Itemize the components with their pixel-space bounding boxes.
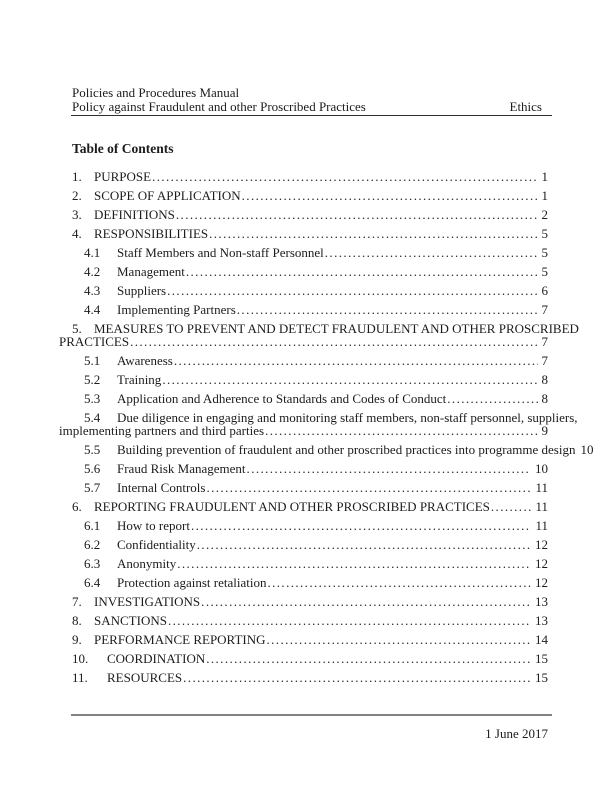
toc-entry: [72, 208, 548, 221]
toc-entry-page: 7: [541, 302, 548, 317]
toc-entry-title: PERFORMANCE REPORTING: [94, 632, 266, 647]
toc-entry: [72, 227, 548, 240]
toc-entry-title: DEFINITIONS: [94, 207, 175, 222]
toc-entry: [72, 500, 548, 513]
toc-entry-line: [72, 500, 548, 513]
toc-entry-number: 5.6: [84, 461, 101, 476]
toc-entry-number: 4.2: [84, 264, 101, 279]
footer-date: 1 June 2017: [485, 726, 548, 741]
toc-entry-number: 6.1: [84, 518, 101, 533]
toc-entry: [72, 284, 548, 297]
toc-entry-line: [72, 576, 548, 589]
toc-entry-line: [72, 189, 548, 202]
toc-entry-number: 6.4: [84, 575, 101, 590]
toc-entry-page: 15: [535, 651, 548, 666]
toc-entry-line: [72, 321, 579, 336]
toc-entry-line: [72, 557, 548, 570]
toc-entry-number: 7.: [72, 594, 82, 609]
toc-entry-title: How to report: [117, 518, 190, 533]
leader-dots: [162, 373, 537, 386]
toc-entry-line: [72, 519, 548, 532]
toc-entry-number: 11.: [72, 670, 88, 685]
toc-entry-page: 13: [535, 594, 548, 609]
toc-entry-line: [72, 652, 548, 665]
toc-entry-page: 2: [541, 207, 548, 222]
toc-entry-page: 5: [541, 264, 548, 279]
toc-entry-line-continued: [59, 335, 548, 348]
toc-entry-title: Training: [117, 372, 162, 387]
leader-dots: [447, 392, 537, 405]
toc-entry-line: [72, 170, 548, 183]
leader-dots: [130, 335, 537, 348]
toc-entry-number: 4.4: [84, 302, 101, 317]
toc-entry-title: Due diligence in engaging and monitoring staff members, non-staff personnel, suppliers,: [117, 410, 578, 425]
toc-entry-page: 7: [541, 334, 548, 349]
toc-entry-title: Awareness: [117, 353, 173, 368]
toc-entry-line: [72, 354, 548, 367]
header-manual-title: Policies and Procedures Manual: [72, 85, 240, 100]
toc-entry-title: INVESTIGATIONS: [94, 594, 201, 609]
toc-entry: [72, 576, 548, 589]
toc-entry-page: 15: [535, 670, 548, 685]
toc-entry: [72, 303, 548, 316]
toc-entry-page: 11: [535, 480, 548, 495]
leader-dots: [191, 519, 532, 532]
leader-dots: [267, 576, 531, 589]
toc-entry-number: 8.: [72, 613, 82, 628]
header-section-label: Ethics: [509, 98, 542, 114]
toc-entry-line: [72, 303, 548, 316]
toc-entry-line: [72, 265, 548, 278]
toc-entry-title: Confidentiality: [117, 537, 196, 552]
toc-entry-line: [72, 614, 548, 627]
toc-entry-title: SCOPE OF APPLICATION: [94, 188, 241, 203]
leader-dots: [491, 500, 532, 513]
toc-entry-number: 1.: [72, 169, 82, 184]
toc-entry: [72, 442, 594, 457]
toc-entry-line: [72, 481, 548, 494]
page-footer: [72, 714, 548, 740]
toc-entry-number: 5.1: [84, 353, 101, 368]
leader-dots: [206, 652, 531, 665]
toc-entry-line: [72, 284, 548, 297]
toc-entry-page: 12: [535, 537, 548, 552]
toc-entry-title: MEASURES TO PREVENT AND DETECT FRAUDULENT AND OTHER PROSCRIBED: [94, 321, 579, 336]
page-content: [59, 85, 594, 690]
toc-entry-title: Protection against retaliation: [117, 575, 267, 590]
toc-entry-title: REPORTING FRAUDULENT AND OTHER PROSCRIBED PRACTICES: [94, 499, 490, 514]
toc-entry-line-continued: [59, 424, 548, 437]
page-header: [71, 86, 552, 116]
toc-entry-page: 6: [541, 283, 548, 298]
toc-entry-number: 10.: [72, 651, 89, 666]
toc-entry: [72, 189, 548, 202]
toc-entry-title-continued: implementing partners and third parties: [59, 423, 265, 438]
leader-dots: [152, 170, 537, 183]
toc-entry-number: 5.: [72, 321, 82, 336]
toc-entry: [72, 481, 548, 494]
toc-entry: [72, 170, 548, 183]
toc-entry-page: 1: [541, 169, 548, 184]
toc-entry-number: 5.3: [84, 391, 101, 406]
toc-entry: [72, 614, 548, 627]
toc-entry-number: 3.: [72, 207, 82, 222]
toc-entry: [72, 373, 548, 386]
toc-entry-line: [72, 208, 548, 221]
toc-entry-title: RESPONSIBILITIES: [94, 226, 209, 241]
leader-dots: [174, 354, 538, 367]
toc-entry-line: [72, 595, 548, 608]
toc-entry-line: [72, 442, 594, 457]
toc-entry-line: [72, 246, 548, 259]
toc-entry-number: 5.5: [84, 442, 101, 457]
toc-entry-title: SANCTIONS: [94, 613, 167, 628]
leader-dots: [177, 557, 531, 570]
toc-entry-page: 14: [535, 632, 548, 647]
toc-entry-title: Fraud Risk Management: [117, 461, 246, 476]
toc-entry-page: 5: [541, 245, 548, 260]
toc-entry-title: Building prevention of fraudulent and other proscribed practices into programme design: [117, 442, 576, 457]
leader-dots: [237, 303, 538, 316]
toc-entry-line: [72, 671, 548, 684]
leader-dots: [209, 227, 537, 240]
toc-entry-title: COORDINATION: [107, 651, 206, 666]
toc-entry: [72, 671, 548, 684]
leader-dots: [168, 614, 531, 627]
toc-entry-number: 4.1: [84, 245, 101, 260]
toc-entry: [72, 633, 548, 646]
toc-entry-page: 5: [541, 226, 548, 241]
toc-entry: [72, 595, 548, 608]
toc-entry-title: Anonymity: [117, 556, 177, 571]
toc-entry-line: [72, 392, 548, 405]
toc-entry-number: 6.3: [84, 556, 101, 571]
leader-dots: [197, 538, 531, 551]
toc-entry-page: 12: [535, 575, 548, 590]
toc-entry-page: 1: [541, 188, 548, 203]
toc-entry-page: 11: [535, 518, 548, 533]
toc-entry-title: Suppliers: [117, 283, 167, 298]
toc-entry: [59, 321, 579, 349]
toc-entry-page: 11: [535, 499, 548, 514]
toc-entry-line: [72, 462, 548, 475]
toc-entry: [72, 246, 548, 259]
toc-entry-title: Staff Members and Non-staff Personnel: [117, 245, 324, 260]
toc-entry: [72, 265, 548, 278]
toc-entry-title: RESOURCES: [107, 670, 183, 685]
header-second-row: [72, 100, 552, 114]
toc-entry-title: Internal Controls: [117, 480, 206, 495]
toc-entry-number: 5.4: [84, 410, 101, 425]
leader-dots: [167, 284, 537, 297]
toc-entry-page: 13: [535, 613, 548, 628]
toc-entry-number: 5.2: [84, 372, 101, 387]
leader-dots: [206, 481, 531, 494]
toc-entry: [72, 557, 548, 570]
toc-entry-title: PURPOSE: [94, 169, 152, 184]
leader-dots: [176, 208, 538, 221]
leader-dots: [265, 424, 537, 437]
leader-dots: [183, 671, 531, 684]
leader-dots: [242, 189, 538, 202]
toc-entry-page: 10: [535, 461, 548, 476]
toc-entry: [72, 354, 548, 367]
toc-entry-number: 4.: [72, 226, 82, 241]
toc-entry: [72, 392, 548, 405]
toc-entry-title-continued: PRACTICES: [59, 334, 130, 349]
toc-entry-number: 6.: [72, 499, 82, 514]
toc-entry: [59, 410, 578, 438]
toc-entry-page: 10: [580, 442, 594, 457]
toc-entry-page: 12: [535, 556, 548, 571]
toc-entry-page: 8: [541, 372, 548, 387]
toc-entry-title: Management: [117, 264, 185, 279]
toc-entry-title: Application and Adherence to Standards and Codes of Conduct: [117, 391, 447, 406]
leader-dots: [247, 462, 531, 475]
toc-entry-page: 8: [541, 391, 548, 406]
leader-dots: [325, 246, 538, 259]
toc-entry-line: [72, 373, 548, 386]
toc-entry-title: Implementing Partners: [117, 302, 236, 317]
table-of-contents: [59, 169, 594, 685]
toc-entry-page: 7: [541, 353, 548, 368]
leader-dots: [267, 633, 532, 646]
toc-title: Table of Contents: [72, 141, 174, 156]
header-policy-title: Policy against Fraudulent and other Proscribed Practices: [72, 98, 366, 114]
toc-entry: [72, 538, 548, 551]
toc-entry-number: 2.: [72, 188, 82, 203]
toc-entry: [72, 462, 548, 475]
toc-entry-line: [72, 538, 548, 551]
toc-entry: [72, 519, 548, 532]
toc-entry-number: 5.7: [84, 480, 101, 495]
toc-entry-page: 9: [541, 423, 548, 438]
toc-entry-line: [72, 227, 548, 240]
leader-dots: [186, 265, 538, 278]
toc-entry-number: 4.3: [84, 283, 101, 298]
toc-entry-line: [72, 633, 548, 646]
leader-dots: [201, 595, 531, 608]
footer-rule: [71, 714, 552, 716]
toc-entry-number: 9.: [72, 632, 82, 647]
toc-entry-number: 6.2: [84, 537, 101, 552]
toc-entry: [72, 652, 548, 665]
